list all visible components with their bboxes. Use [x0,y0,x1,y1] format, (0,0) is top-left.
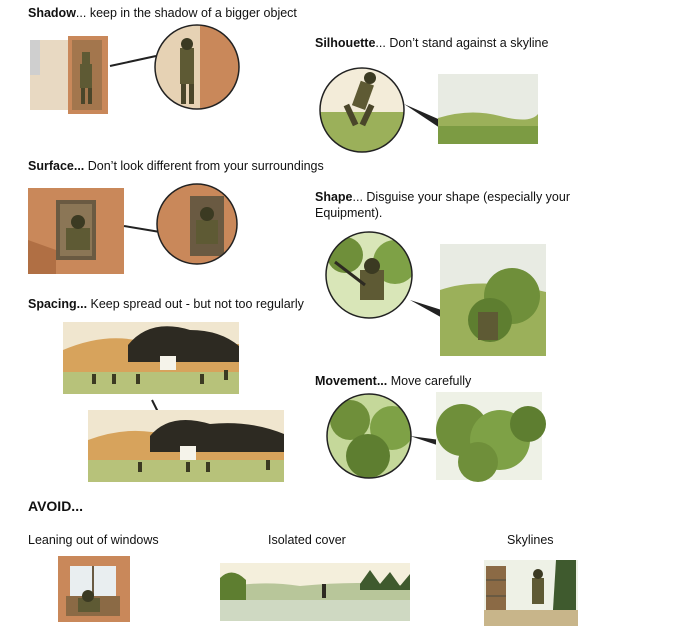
spacing-caption [28,296,304,312]
silhouette-detail-circle [320,68,404,152]
shadow-heading: Shadow [28,6,76,20]
avoid-windows-image [58,556,130,622]
spacing-scene-top [63,322,239,420]
shape-heading: Shape [315,190,353,204]
avoid-title: AVOID... [28,498,83,514]
spacing-heading: Spacing... [28,297,88,311]
silhouette-heading: Silhouette [315,36,376,50]
movement-caption [315,373,471,389]
shadow-text: ... keep in the shadow of a bigger object [75,6,297,20]
avoid-isolated-cover-image [220,563,410,621]
shadow-scene-image [30,36,156,114]
surface-scene-image [28,188,160,274]
shadow-caption [28,5,297,21]
surface-caption [28,158,324,174]
avoid-label-windows: Leaning out of windows [28,533,159,547]
movement-heading: Movement... [315,374,388,388]
movement-detail-circle [327,394,414,478]
shape-caption [315,189,605,221]
surface-detail-circle [157,184,237,264]
movement-text: Move carefully [387,374,472,388]
surface-text: Don’t look different from your surroundings [84,159,324,173]
avoid-label-skylines: Skylines [507,533,554,547]
spacing-text: Keep spread out - but not too regularly [87,297,304,311]
avoid-skylines-image [484,560,578,626]
spacing-scene-bottom [88,410,284,482]
shape-scene-image [410,244,546,356]
shape-detail-circle [326,232,417,318]
silhouette-caption [315,35,548,51]
surface-heading: Surface... [28,159,85,173]
shape-text: ... Disguise your shape (especially your Equipment). [315,190,570,220]
avoid-label-isolated-cover: Isolated cover [268,533,346,547]
movement-scene-image [410,392,546,482]
shadow-detail-circle [155,25,240,109]
silhouette-text: ... Don’t stand against a skyline [375,36,549,50]
silhouette-scene-image [404,74,538,144]
